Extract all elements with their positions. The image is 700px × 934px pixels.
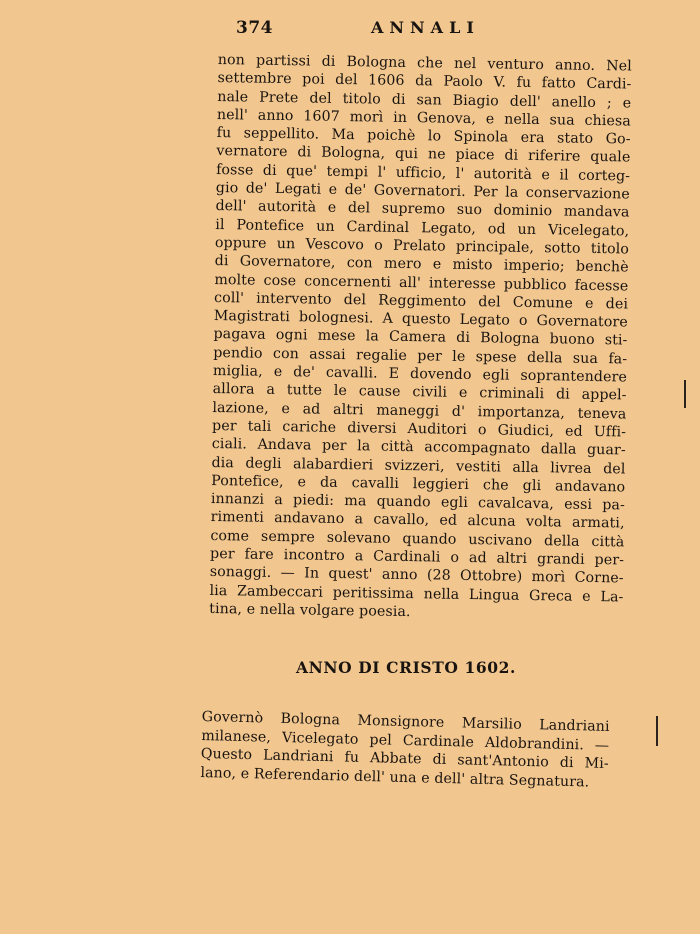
text-line: Governò Bologna Monsignore Marsilio Landriani: [201, 708, 610, 735]
text-line: sonaggi. — In quest' anno (28 Ottobre) morì Corne-: [209, 564, 624, 587]
text-line: fu seppellito. Ma poichè lo Spinola era stato Go-: [216, 125, 631, 148]
text-line: lazione, e ad altri maneggi d' importanza, teneva: [212, 399, 627, 423]
body-paragraph: [209, 51, 632, 625]
text-line: Questo Landriani fu Abbate di sant'Antonio di Mi-: [200, 746, 609, 773]
text-line: tina, e nella volgare poesia.: [209, 600, 411, 620]
body-paragraph-2: [200, 708, 610, 792]
text-line: per fare incontro a Cardinali o ad altri grandi per-: [209, 545, 625, 569]
text-line: gio de' Legati e de' Governatori. Per la conservazione: [215, 180, 630, 203]
text-line: nale Prete del titolo di san Biagio dell' anello ; e: [217, 88, 632, 112]
text-line: ciali. Andava per la città accompagnato dalla guar-: [211, 436, 626, 459]
text-line: lia Zambeccari peritissima nella Lingua Greca e La-: [209, 582, 624, 606]
page-number: 374: [236, 18, 273, 38]
text-line: come sempre solevano quando uscivano della città: [210, 527, 625, 551]
text-line: nell' anno 1607 morì in Genova, e nella sua chiesa: [216, 106, 632, 130]
text-line: coll' intervento del Reggimento del Comune e dei: [213, 289, 629, 313]
text-line: lano, e Referendario dell' una e dell' altra Segnatura.: [200, 764, 590, 791]
text-line: settembre poi del 1606 da Paolo V. fu fatto Cardi-: [217, 70, 632, 93]
text-line: vernatore di Bologna, qui ne piace di riferire quale: [216, 143, 631, 166]
text-line: pendio con assai regalie per le spese della sua fa-: [213, 344, 628, 368]
text-line: pagava ogni mese la Camera di Bologna buono sti-: [213, 326, 628, 349]
margin-mark: [684, 380, 686, 408]
section-heading: ANNO DI CRISTO 1602.: [296, 658, 516, 677]
text-line: innanzi a piedi: ma quando egli cavalcava, essi pa-: [210, 491, 626, 514]
text-line: molte cose concernenti all' interesse pubblico facesse: [214, 271, 629, 295]
text-line: dell' autorità e del supremo suo dominio mandava: [215, 198, 630, 221]
text-line: di Governatore, con mero e misto imperio; benchè: [214, 253, 629, 276]
text-line: non partissi di Bologna che nel venturo anno. Nel: [217, 51, 632, 75]
text-line: Pontefice, e da cavalli leggieri che gli andavano: [211, 472, 626, 496]
text-line: rimenti andavano a cavallo, ed alcuna volta armati,: [210, 509, 625, 532]
text-line: il Pontefice un Cardinal Legato, od un Vicelegato,: [215, 216, 630, 240]
text-line: miglia, e de' cavalli. E dovendo egli soprantendere: [212, 363, 628, 386]
running-head: [236, 18, 616, 38]
text-line: oppure un Vescovo o Prelato principale, sotto titolo: [214, 234, 630, 258]
text-line: dia degli alabardieri svizzeri, vestiti alla livrea del: [211, 454, 626, 477]
text-line: fosse di que' tempi l' ufficio, l' autorità e il corteg-: [216, 161, 631, 185]
text-line: per tali cariche diversi Auditori o Giudici, ed Uffi-: [211, 417, 627, 441]
text-line: Magistrati bolognesi. A questo Legato o Governatore: [213, 308, 628, 331]
text-line: milanese, Vicelegato pel Cardinale Aldobrandini. —: [201, 727, 610, 754]
text-line: allora a tutte le cause civili e criminali di appel-: [212, 381, 627, 404]
margin-mark: [656, 716, 658, 746]
running-title: ANNALI: [371, 18, 480, 37]
